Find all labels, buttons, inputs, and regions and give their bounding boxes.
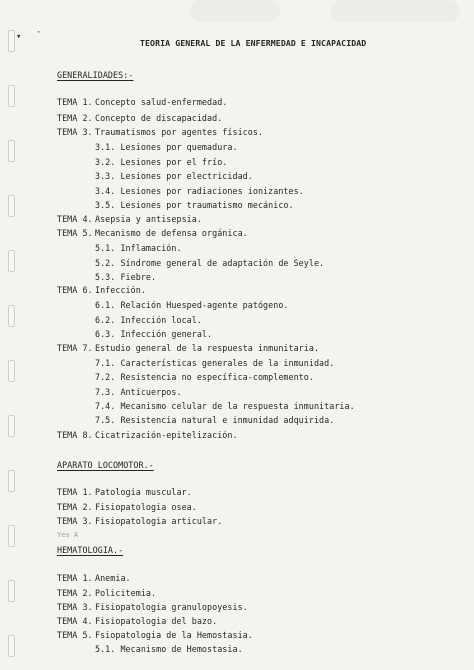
subtema-row: 3.3. Lesiones por electricidad.: [95, 171, 253, 181]
tema-text: Traumatismos por agentes físicos.: [95, 127, 264, 137]
binder-hole: [8, 525, 15, 547]
tema-row: [57, 516, 222, 526]
tema-row: [57, 630, 253, 640]
binder-hole: [8, 635, 15, 657]
subtema-row: 3.4. Lesiones por radiaciones ionizantes.: [95, 186, 304, 196]
tema-row: [57, 127, 263, 137]
binder-hole-strip: [8, 30, 16, 670]
tema-row: [57, 487, 192, 497]
binder-hole: [8, 360, 15, 382]
section-heading-generalidades: GENERALIDADES:-: [57, 70, 134, 80]
binder-hole: [8, 415, 15, 437]
tema-text: Infección.: [95, 285, 146, 295]
binder-hole: [8, 85, 15, 107]
tema-label: TEMA 7.: [57, 343, 93, 353]
tema-row: [57, 502, 197, 512]
tema-label: TEMA 5.: [57, 630, 93, 640]
tema-row: [57, 113, 222, 123]
tema-row: [57, 343, 319, 353]
subtema-row: 7.5. Resistencia natural e inmunidad adquirida.: [95, 415, 335, 425]
tema-row: [57, 588, 156, 598]
subtema-row: 6.3. Infección general.: [95, 329, 213, 339]
binder-hole: [8, 30, 15, 52]
tema-text: Estudio general de la respuesta inmunitaria.: [95, 343, 320, 353]
scan-mark: ▾: [16, 32, 22, 42]
subtema-row: 3.2. Lesiones por el frío.: [95, 157, 228, 167]
binder-hole: [8, 580, 15, 602]
tema-label: TEMA 3.: [57, 516, 93, 526]
subtema-row: 6.1. Relación Huesped-agente patógeno.: [95, 300, 289, 310]
tema-label: TEMA 2.: [57, 113, 93, 123]
tema-row: [57, 285, 146, 295]
binder-hole: [8, 250, 15, 272]
tema-row: [57, 228, 248, 238]
binder-hole: [8, 195, 15, 217]
subtema-row: 7.4. Mecanismo celular de la respuesta inmunitaria.: [95, 401, 355, 411]
handwritten-mark: Yes A: [57, 531, 79, 539]
tema-label: TEMA 5.: [57, 228, 93, 238]
tema-text: Mecanismo de defensa orgánica.: [95, 228, 248, 238]
subtema-row: 3.5. Lesiones por traumatismo mecánico.: [95, 200, 294, 210]
binder-hole: [8, 305, 15, 327]
tema-text: Asepsia y antisepsia.: [95, 214, 202, 224]
tema-row: [57, 97, 227, 107]
subtema-row: 5.3. Fiebre.: [95, 272, 157, 282]
tema-text: Cicatrización-epitelización.: [95, 430, 238, 440]
binder-hole: [8, 140, 15, 162]
tema-label: TEMA 3.: [57, 127, 93, 137]
tema-row: [57, 602, 248, 612]
tema-text: Anemia.: [95, 573, 131, 583]
tema-text: Policitemia.: [95, 588, 157, 598]
tema-text: Patologia muscular.: [95, 487, 192, 497]
tema-row: [57, 573, 131, 583]
subtema-row: 5.1. Inflamación.: [95, 243, 182, 253]
binder-hole: [8, 470, 15, 492]
subtema-row: 3.1. Lesiones por quemadura.: [95, 142, 238, 152]
tema-text: Concepto de discapacidad.: [95, 113, 223, 123]
tema-label: TEMA 1.: [57, 487, 93, 497]
tema-label: TEMA 4.: [57, 616, 93, 626]
tema-row: [57, 616, 217, 626]
subtema-row: 5.2. Síndrome general de adaptación de Seyle.: [95, 258, 325, 268]
tema-label: TEMA 1.: [57, 573, 93, 583]
subtema-row: 7.2. Resistencia no específica-complemento.: [95, 372, 314, 382]
tema-label: TEMA 2.: [57, 502, 93, 512]
tema-label: TEMA 8.: [57, 430, 93, 440]
tema-text: Fisiopatologia articular.: [95, 516, 223, 526]
tema-row: [57, 430, 238, 440]
section-heading-hematologia: HEMATOLOGIA.-: [57, 545, 124, 555]
document-title: TEORIA GENERAL DE LA ENFERMEDAD E INCAPACIDAD: [140, 38, 367, 48]
tema-label: TEMA 6.: [57, 285, 93, 295]
tema-label: TEMA 2.: [57, 588, 93, 598]
tema-row: [57, 214, 202, 224]
tema-label: TEMA 3.: [57, 602, 93, 612]
tema-text: Concepto salud-enfermedad.: [95, 97, 228, 107]
scan-smudge: [330, 0, 460, 22]
scan-smudge: [190, 0, 280, 22]
subtema-row: 6.2. Infección local.: [95, 315, 202, 325]
tema-label: TEMA 1.: [57, 97, 93, 107]
subtema-row: 7.1. Características generales de la inmunidad.: [95, 358, 335, 368]
tema-text: Fisiopatologia del bazo.: [95, 616, 218, 626]
tema-text: Fisiopatologia osea.: [95, 502, 197, 512]
scan-mark: ·: [36, 28, 42, 38]
tema-label: TEMA 4.: [57, 214, 93, 224]
tema-text: Fsiopatologia de la Hemostasia.: [95, 630, 253, 640]
section-heading-aparato-locomotor: APARATO LOCOMOTOR.-: [57, 460, 154, 470]
subtema-row: 5.1. Mecanismo de Hemostasia.: [95, 644, 243, 654]
subtema-row: 7.3. Anticuerpos.: [95, 387, 182, 397]
tema-text: Fisiopatologia granulopoyesis.: [95, 602, 248, 612]
